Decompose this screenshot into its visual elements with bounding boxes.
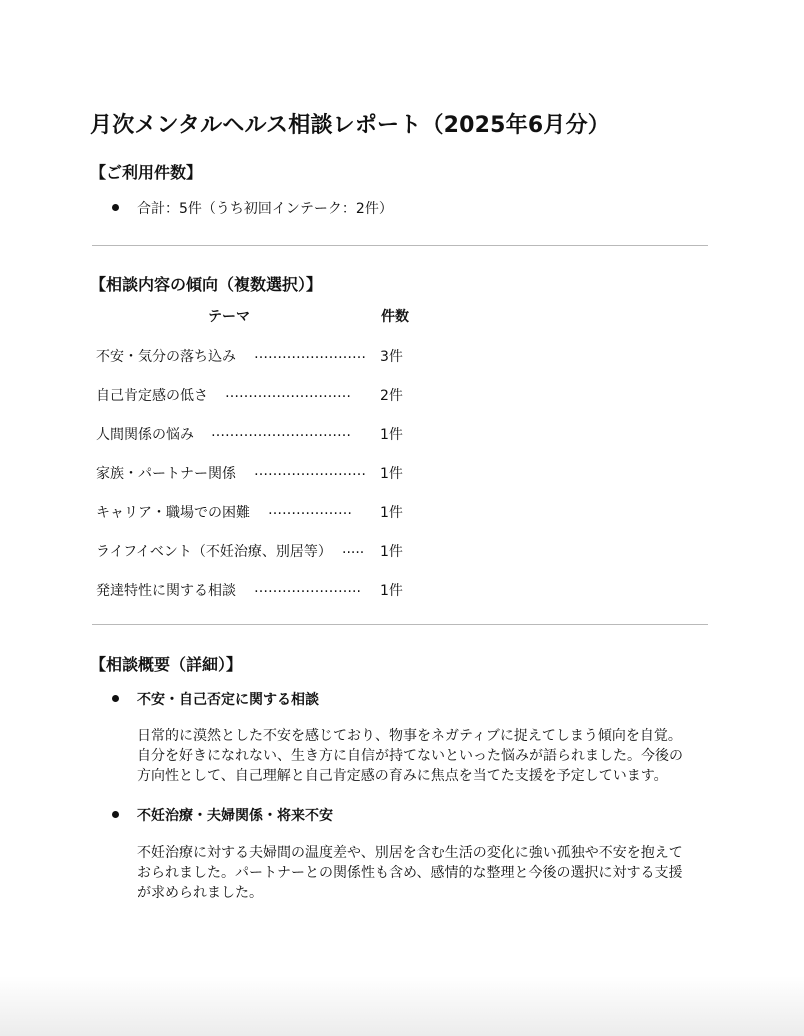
detail-line: 方向性として、自己理解と自己肯定感の育みに焦点を当てた支援を予定しています。 [137,768,668,784]
theme-count: 1件 [380,505,403,521]
detail-title-text: 不妊治療・夫婦関係・将来不安 [137,808,333,824]
leader-dots: ………………….. [254,580,361,596]
usage-summary-item [112,198,393,218]
theme-label: 人間関係の悩み [96,427,194,443]
theme-label: 自己肯定感の低さ [96,388,208,404]
bullet-icon [112,204,119,211]
trends-heading: 【相談内容の傾向（複数選択）】 [90,275,323,294]
detail-title-text: 不安・自己否定に関する相談 [137,692,319,708]
divider [92,624,708,625]
page-title: 月次メンタルヘルス相談レポート（2025年6月分） [90,113,610,138]
detail-line: 日常的に漠然とした不安を感じており、物事をネガティブに捉えてしまう傾向を自覚。 [137,728,682,744]
detail-line: 不妊治療に対する夫婦間の温度差や、別居を含む生活の変化に強い孤独や不安を抱えて [137,845,683,861]
divider [92,245,708,246]
leader-dots: ………………………… [211,424,351,440]
usage-summary-text: 合計：5件（うち初回インテーク：2件） [137,201,393,217]
bullet-icon [112,695,119,702]
page-bottom-shadow [0,976,804,1036]
theme-column-header: テーマ [208,309,250,325]
theme-label: ライフイベント（不妊治療、別居等） [96,544,332,560]
theme-count: 1件 [380,466,403,482]
theme-count: 1件 [380,427,403,443]
usage-heading: 【ご利用件数】 [90,163,203,182]
detail-line: 自分を好きになれない、生き方に自信が持てないといった悩みが語られました。今後の [137,748,683,764]
leader-dots: ……………… [268,502,352,518]
leader-dots: ……………………… [225,385,351,401]
detail-line: おられました。パートナーとの関係性も含め、感情的な整理と今後の選択に対する支援 [137,865,683,881]
details-heading: 【相談概要（詳細）】 [90,655,243,674]
leader-dots: …………………… [254,346,366,362]
detail-item-body [137,843,709,903]
theme-count: 1件 [380,583,403,599]
theme-count: 1件 [380,544,403,560]
theme-label: キャリア・職場での困難 [96,505,250,521]
theme-label: 家族・パートナー関係 [96,466,236,482]
theme-label: 発達特性に関する相談 [96,583,236,599]
theme-count: 3件 [380,349,403,365]
detail-item-body [137,726,709,786]
theme-count: 2件 [380,388,403,404]
detail-item-title [112,805,333,825]
bullet-icon [112,811,119,818]
detail-item-title [112,689,319,709]
count-column-header: 件数 [381,309,409,325]
detail-line: が求められました。 [137,885,263,901]
leader-dots: …………………… [254,463,366,479]
leader-dots: ..... [342,541,365,557]
theme-label: 不安・気分の落ち込み [96,349,236,365]
